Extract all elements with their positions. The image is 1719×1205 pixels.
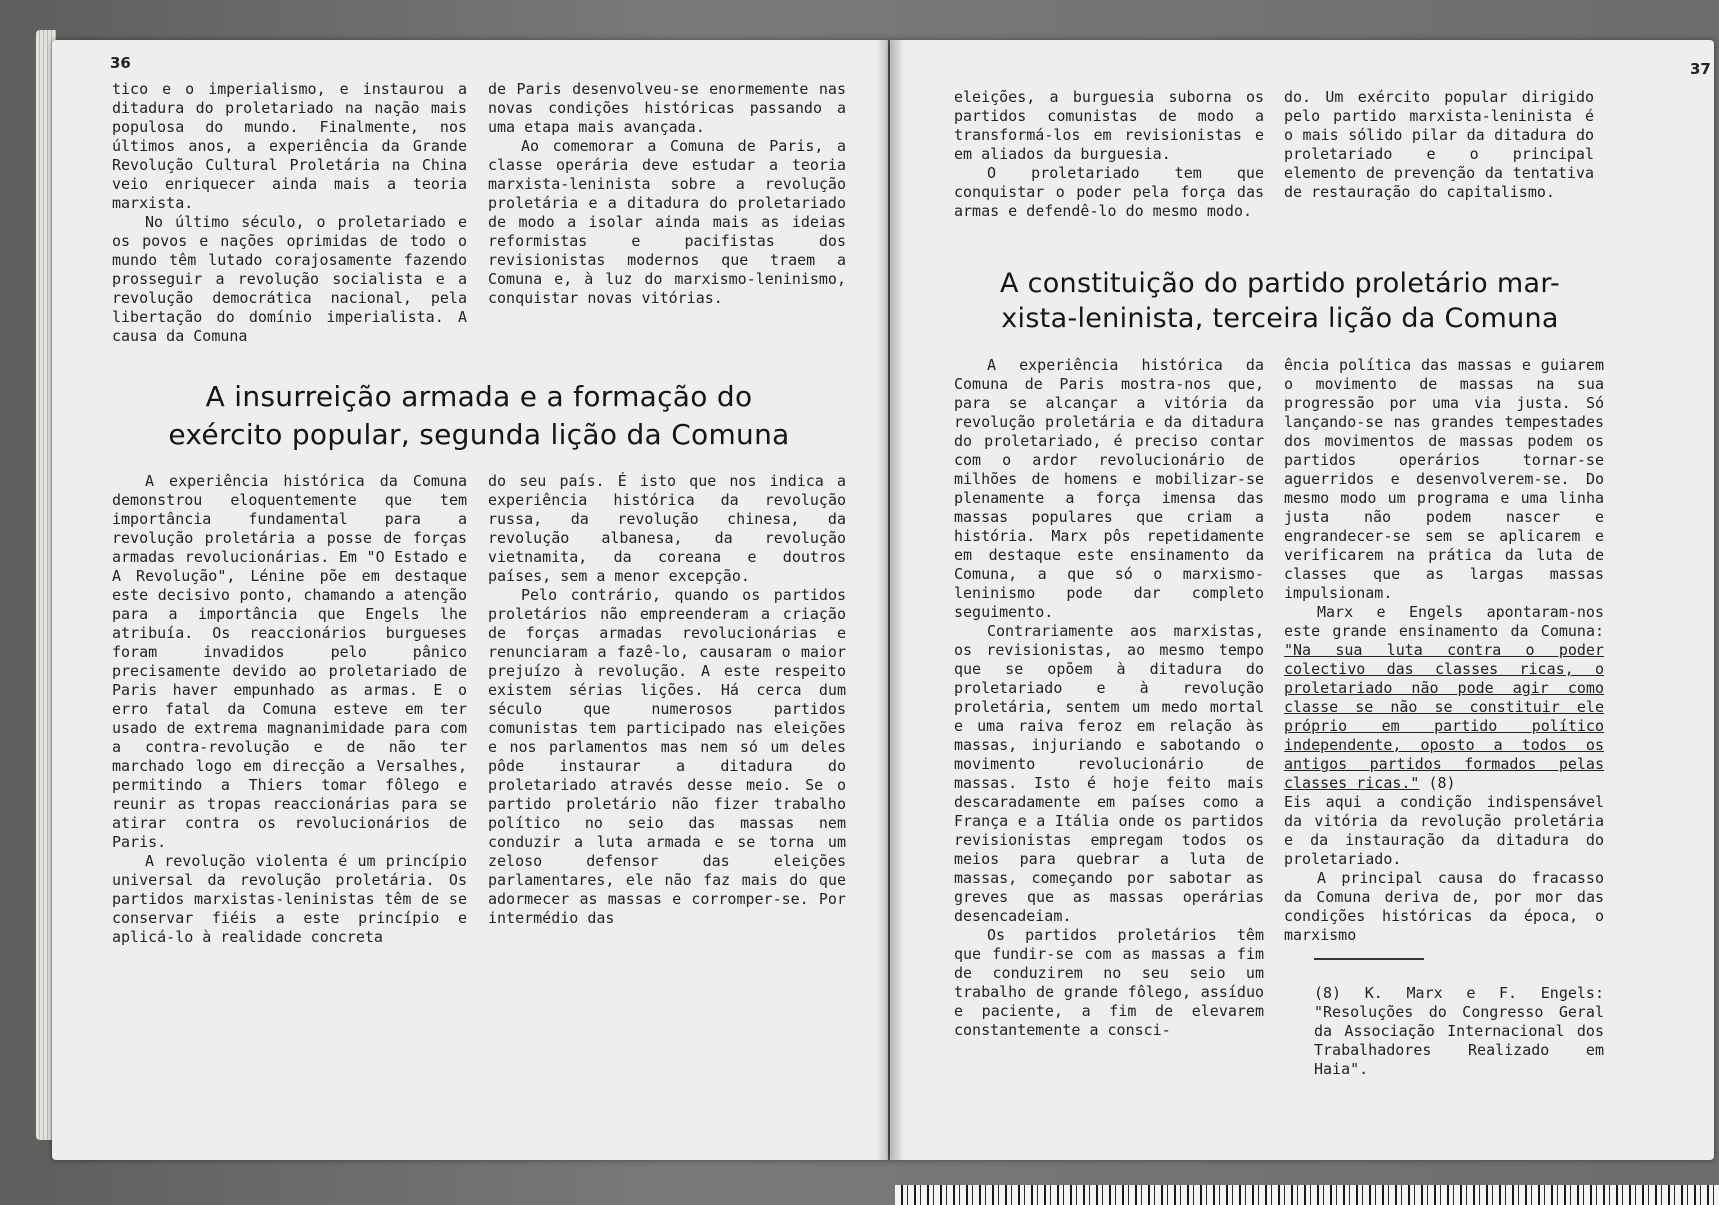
section-heading-3 [910, 266, 1650, 336]
paragraph: A experiência histórica da Comuna de Paris mostra-nos que, para se alcançar a vitória da revolução proletária e da ditadura do proletariado, é preciso contar com o ardor revolucionário de milhões de homens e mobilizar-se plenamente a força imensa das massas populares que criam a história. Marx pôs repetidamente em destaque este ensinamento da Comuna, a que só o marxismo-leninismo pode dar completo seguimento. [954, 356, 1264, 621]
paragraph: de Paris desenvolveu-se enormemente nas novas condições históricas passando a uma etapa mais avançada. [488, 80, 846, 136]
footnote [1314, 984, 1604, 1079]
engels-marx-quote: "Na sua luta contra o poder colectivo das classes ricas, o proletariado não pode agir como classe se não se constituir ele próprio em partido político independente, oposto a todos os antigos partidos formados pelas classes ricas." [1284, 641, 1604, 792]
paragraph: do. Um exército popular dirigido pelo partido marxista-leninista é o mais sólido pilar da ditadura do proletariado e o principal elemento de prevenção da tentativa de restauração do capitalismo. [1284, 88, 1594, 201]
paragraph: Pelo contrário, quando os partidos proletários não empreenderam a criação de forças armadas revolucionárias e renunciaram a fazê-lo, causaram o maior prejuízo à revolução. A este respeito existem sérias lições. Há cerca dum século que numerosos partidos comunistas tem participado nas eleições e nos parlamentos mas nem só um deles pôde instaurar a ditadura do proletariado através desse meio. Se o partido proletário não fizer trabalho político no seio das massas nem conduzir a luta armada e se torna um zeloso defensor das eleições parlamentares, ele não faz mais do que adormecer as massas e corromper-se. Por intermédio das [488, 586, 846, 927]
paragraph: Ao comemorar a Comuna de Paris, a classe operária deve estudar a teoria marxista-leninista sobre a revolução proletária e a ditadura do proletariado de modo a isolar ainda mais as ideias reformistas e pacifistas dos revisionistas modernos que traem a Comuna e, à luz do marxismo-leninismo, conquistar novas vitórias. [488, 137, 846, 307]
paragraph: ência política das massas e guiarem o movimento de massas na sua progressão por uma via justa. Só lançando-se nas grandes tempestades dos movimentos de massas podem os partidos operários tornar-se aguerridos e desenvolverem-se. Do mesmo modo um programa e uma linha justa não podem nascer e engrandecer-se sem se aplicarem e verificarem na prática da luta de classes que as largas massas impulsionam. [1284, 356, 1604, 602]
heading-line: xista-leninista, terceira lição da Comuna [1001, 303, 1559, 334]
left-bottom-column-1 [112, 472, 467, 947]
left-top-column-2 [488, 80, 846, 308]
paragraph: tico e o imperialismo, e instaurou a ditadura do proletariado na nação mais populosa do mundo. Finalmente, nos últimos anos, a experiência da Grande Revolução Cultural Proletária na China veio enriquecer ainda mais a teoria marxista. [112, 80, 467, 212]
right-top-column-1 [954, 88, 1264, 221]
left-page [52, 40, 888, 1160]
paragraph: eleições, a burguesia suborna os partidos comunistas de modo a transformá-los em revisionistas e em aliados da burguesia. [954, 88, 1264, 163]
right-top-column-2 [1284, 88, 1594, 202]
book-gutter [876, 40, 904, 1160]
right-bottom-column-1 [954, 356, 1264, 1040]
paragraph: A principal causa do fracasso da Comuna deriva de, por mor das condições históricas da época, o marxismo [1284, 869, 1604, 944]
paragraph: A experiência histórica da Comuna demonstrou eloquentemente que tem importância fundamental para a revolução proletária a posse de forças armadas revolucionárias. Em "O Estado e A Revolução", Lénine põe em destaque este decisivo ponto, chamando a atenção para a importância que Engels lhe atribuía. Os reaccionários burgueses foram invadidos pelo pânico precisamente devido ao proletariado de Paris haver empunhado as armas. E o erro fatal da Comuna esteve em ter usado de extrema magnanimidade para com a contra-revolução e de não ter marchado logo em direcção a Versalhes, permitindo a Thiers tomar fôlego e reunir as tropas reaccionárias para se atirar contra os revolucionários de Paris. [112, 472, 467, 851]
footnote-divider [1314, 958, 1424, 960]
paragraph: Os partidos proletários têm que fundir-se com as massas a fim de conduzirem no seu seio um trabalho de grande fôlego, assíduo e paciente, a fim de elevarem constantemente a consci- [954, 926, 1264, 1039]
heading-line: A insurreição armada e a formação do [205, 380, 753, 413]
right-page [890, 40, 1714, 1160]
paragraph: O proletariado tem que conquistar o poder pela força das armas e defendê-lo do mesmo modo. [954, 164, 1264, 220]
right-bottom-column-2 [1284, 356, 1604, 945]
footnote-text: (8) K. Marx e F. Engels: "Resoluções do Congresso Geral da Associação Internacional dos Trabalhadores Realizado em Haia". [1314, 984, 1604, 1078]
paragraph: Eis aqui a condição indispensável da vitória da revolução proletária e da instauração da ditadura do proletariado. [1284, 793, 1604, 868]
paragraph [1284, 603, 1604, 793]
quote-intro: Marx e Engels apontaram-nos este grande ensinamento da Comuna: [1284, 603, 1604, 640]
heading-line: exército popular, segunda lição da Comuna [168, 418, 790, 451]
paragraph: do seu país. É isto que nos indica a experiência histórica da revolução russa, da revolução chinesa, da revolução albanesa, da revolução vietnamita, da coreana e doutros países, sem a menor excepção. [488, 472, 846, 585]
left-bottom-column-2 [488, 472, 846, 928]
section-heading-2 [112, 378, 846, 454]
page-number: 36 [110, 54, 131, 72]
heading-line: A constituição do partido proletário mar- [999, 268, 1561, 299]
page-number: 37 [1690, 60, 1711, 78]
footnote-reference: (8) [1419, 774, 1456, 792]
scan-ruler [895, 1185, 1719, 1205]
paragraph: Contrariamente aos marxistas, os revisionistas, ao mesmo tempo que se opõem à ditadura do proletariado e à revolução proletária, sentem um medo mortal e uma raiva feroz em relação às massas, injuriando e sabotando o movimento revolucionário de massas. Isto é hoje feito mais descaradamente em países como a França e a Itália onde os partidos revisionistas empregam todos os meios para quebrar a luta de massas, começando por sabotar as greves que as massas operárias desencadeiam. [954, 622, 1264, 925]
paragraph: No último século, o proletariado e os povos e nações oprimidas de todo o mundo têm lutado corajosamente fazendo prosseguir a revolução socialista e a revolução democrática nacional, pela libertação do domínio imperialista. A causa da Comuna [112, 213, 467, 345]
left-top-column-1 [112, 80, 467, 346]
paragraph: A revolução violenta é um princípio universal da revolução proletária. Os partidos marxistas-leninistas têm de se conservar fiéis a este princípio e aplicá-lo à realidade concreta [112, 852, 467, 946]
